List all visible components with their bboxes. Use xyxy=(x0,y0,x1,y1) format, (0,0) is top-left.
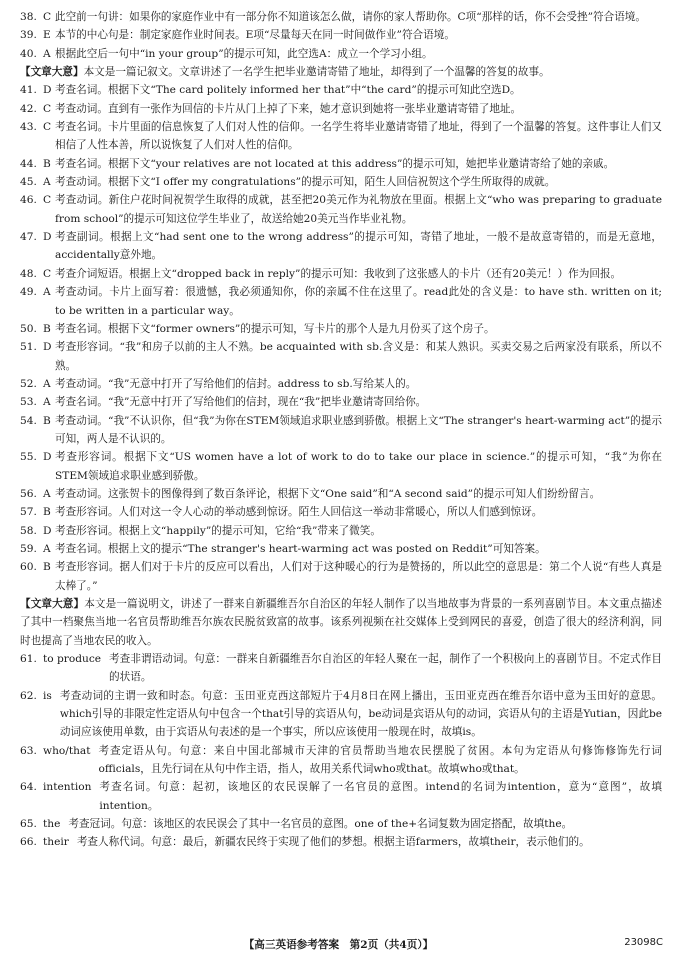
answer-explanation: 考查人称代词。句意：最后，新疆农民终于实现了他们的梦想。根据主语farmers，故填their，表示他们的。 xyxy=(76,836,590,849)
answer-key: A xyxy=(43,286,51,299)
answer-item xyxy=(20,45,662,63)
question-number: 63. xyxy=(20,744,37,757)
question-number: 56. xyxy=(20,487,37,500)
question-number: 48. xyxy=(20,267,37,280)
answer-explanation: 考查名词。根据下文“The card politely informed her that”中“the card”的提示可知此空选D。 xyxy=(55,84,521,97)
answer-key: to produce xyxy=(43,653,102,666)
article-summary xyxy=(20,595,662,650)
answer-explanation: 考查形容词。“我”和房子以前的主人不熟。be acquainted with sb.含义是：和某人熟识。买卖交易之后两家没有联系，所以不熟。 xyxy=(55,341,662,372)
answer-explanation: 考查动词。“我”无意中打开了写给他们的信封。address to sb.写给某人的。 xyxy=(55,377,417,390)
question-number: 58. xyxy=(20,524,37,537)
answer-key: D xyxy=(43,524,52,537)
answer-explanation: 考查形容词。根据下文“US women have a lot of work to do to take our place in science.”的提示可知，“我”为你在STEM领域追求职业感到骄傲。 xyxy=(55,451,662,482)
question-number: 65. xyxy=(20,818,37,831)
answer-explanation: 考查名词。卡片里面的信息恢复了人们对人性的信仰。一名学生将毕业邀请寄错了地址，得到了一个温馨的答复。这件事让人们又相信了人性本善，所以说恢复了人们对人性的信仰。 xyxy=(55,121,662,152)
question-number: 62. xyxy=(20,689,37,702)
answer-explanation: 考查非谓语动词。句意：一群来自新疆维吾尔自治区的年轻人聚在一起，制作了一个积极向上的喜剧节目。不定式作目的状语。 xyxy=(109,653,662,684)
question-number: 45. xyxy=(20,176,37,189)
answer-item xyxy=(20,778,662,815)
answer-explanation: 此空前一句讲：如果你的家庭作业中有一部分你不知道该怎么做，请你的家人帮助你。C项“那样的话，你不会受挫”符合语境。 xyxy=(55,11,646,23)
answer-key: A xyxy=(43,47,51,60)
answer-explanation: 考查形容词。根据上文“happily”的提示可知，它给“我”带来了微笑。 xyxy=(55,524,381,537)
answer-explanation: 考查名词。根据下文“former owners”的提示可知，写卡片的那个人是九月份买了这个房子。 xyxy=(55,322,495,335)
question-number: 64. xyxy=(20,781,37,794)
question-number: 43. xyxy=(20,121,37,134)
article-summary xyxy=(20,63,662,81)
answer-item xyxy=(20,228,662,265)
answer-document xyxy=(20,8,662,852)
question-number: 44. xyxy=(20,157,37,170)
question-number: 54. xyxy=(20,414,37,427)
answer-key: B xyxy=(43,561,51,574)
answer-key: who/that xyxy=(43,744,91,757)
answer-explanation: 考查动词。新住户花时间祝贺学生取得的成就，甚至把20美元作为礼物放在里面。根据上文“who was preparing to graduate from school”的提示可知这位学生毕业了，故送给她20美元当作毕业礼物。 xyxy=(55,194,662,225)
answer-explanation: 考查动词。“我”不认识你，但“我”为你在STEM领域追求职业感到骄傲。根据上文“The stranger's heart-warming act”的提示可知，两人是不认识的。 xyxy=(55,414,662,445)
answer-item xyxy=(20,155,662,173)
answer-item xyxy=(20,173,662,191)
answer-key: B xyxy=(43,157,51,170)
answer-key: B xyxy=(43,322,51,335)
answer-explanation: 考查名词。根据上文的提示“The stranger's heart-warming act was posted on Reddit”可知答案。 xyxy=(55,542,546,555)
question-number: 38. xyxy=(20,11,37,23)
footer-doc-code: 23098C xyxy=(624,937,663,948)
answer-item xyxy=(20,81,662,99)
answer-explanation: 考查介词短语。根据上文“dropped back in reply”的提示可知：我收到了这张感人的卡片（还有20美元！）作为回报。 xyxy=(55,267,622,280)
answer-explanation: 考查定语从句。句意：来自中国北部城市天津的官员帮助当地农民摆脱了贫困。本句为定语从句修饰修饰先行词officials，且先行词在从句中作主语，指人，故用关系代词who或that。故填who或that。 xyxy=(98,744,662,776)
answer-item xyxy=(20,320,662,338)
answer-item xyxy=(20,503,662,521)
answer-item xyxy=(20,375,662,393)
question-number: 41. xyxy=(20,84,37,97)
answer-explanation: 考查动词。这张贺卡的图像得到了数百条评论，根据下文“One said”和“A second said”的提示可知人们纷纷留言。 xyxy=(55,487,601,500)
answer-key: A xyxy=(43,377,51,390)
summary-text: 本文是一篇记叙文。文章讲述了一名学生把毕业邀请寄错了地址，却得到了一个温馨的答复的故事。 xyxy=(83,66,550,79)
answer-explanation: 考查副词。根据上文“had sent one to the wrong address”的提示可知，寄错了地址，一般不是故意寄错的，而是无意地，accidentally意外地。 xyxy=(55,231,662,262)
answer-item xyxy=(20,833,662,851)
summary-tag: 【文章大意】 xyxy=(20,598,85,610)
answer-key: A xyxy=(43,487,51,500)
answer-explanation: 考查冠词。句意：该地区的农民误会了其中一名官员的意图。one of the+名词复数为固定搭配，故填the。 xyxy=(68,818,573,831)
question-number: 52. xyxy=(20,377,37,390)
answer-key: B xyxy=(43,506,51,519)
question-number: 40. xyxy=(20,47,37,60)
answer-explanation: 考查名词。根据下文“your relatives are not located at this address”的提示可知，她把毕业邀请寄给了她的亲戚。 xyxy=(55,157,615,170)
answer-explanation: 考查名词。句意：起初，该地区的农民误解了一名官员的意图。intend的名词为intention，意为“意图”，故填intention。 xyxy=(99,781,662,812)
summary-tag: 【文章大意】 xyxy=(20,66,84,79)
answer-explanation: 考查动词的主谓一致和时态。句意：玉田亚克西这部短片于4月8日在网上播出，玉田亚克西在维吾尔语中意为玉田好的意思。which引导的非限定性定语从句中包含一个that引导的宾语从句，be动词是宾语从句的动词，宾语从句的主语是Yutian，因此be动词应该使用单数，由于宾语从句表述的是一个事实，所以应该使用一般现在时，故填is。 xyxy=(59,689,662,739)
answer-explanation: 本节的中心句是：制定家庭作业时间表。E项“尽量每天在同一时间做作业”符合语境。 xyxy=(55,29,455,42)
answer-key: C xyxy=(43,11,52,23)
question-number: 57. xyxy=(20,506,37,519)
answer-explanation: 考查形容词。据人们对于卡片的反应可以看出，人们对于这种暖心的行为是赞扬的，所以此空的意思是：第二个人说“有些人真是太棒了。” xyxy=(55,561,662,592)
answer-item xyxy=(20,412,662,449)
question-number: 53. xyxy=(20,396,37,409)
answer-explanation: 考查动词。直到有一张作为回信的卡片从门上掉了下来，她才意识到她将一张毕业邀请寄错了地址。 xyxy=(55,102,522,115)
answer-explanation: 考查动词。根据下文“I offer my congratulations”的提示可知，陌生人回信祝贺这个学生所取得的成就。 xyxy=(55,176,556,189)
answer-key: C xyxy=(43,102,52,115)
question-number: 66. xyxy=(20,836,37,849)
answer-key: their xyxy=(43,836,69,849)
question-number: 51. xyxy=(20,341,37,354)
answer-key: C xyxy=(43,194,52,207)
question-number: 55. xyxy=(20,451,37,464)
answer-key: A xyxy=(43,176,51,189)
answer-item xyxy=(20,100,662,118)
answer-item xyxy=(20,540,662,558)
answer-item xyxy=(20,650,662,687)
answer-item xyxy=(20,26,662,44)
answer-key: D xyxy=(43,84,52,97)
answer-key: D xyxy=(43,231,52,244)
question-number: 50. xyxy=(20,322,37,335)
answer-item xyxy=(20,687,662,742)
answer-key: E xyxy=(43,29,51,42)
answer-item xyxy=(20,191,662,228)
answer-item xyxy=(20,393,662,411)
answer-key: the xyxy=(43,818,61,831)
page-footer xyxy=(0,937,677,951)
answer-item xyxy=(20,815,662,833)
answer-item xyxy=(20,742,662,779)
answer-explanation: 考查形容词。人们对这一令人心动的举动感到惊讶。陌生人回信这一举动非常暖心，所以人们感到惊讶。 xyxy=(55,506,543,519)
question-number: 46. xyxy=(20,194,37,207)
answer-item xyxy=(20,265,662,283)
question-number: 61. xyxy=(20,653,37,666)
question-number: 47. xyxy=(20,231,37,244)
question-number: 49. xyxy=(20,286,37,299)
summary-text: 本文是一篇说明文，讲述了一群来自新疆维吾尔自治区的年轻人制作了以当地故事为背景的一系列喜剧节目。本文重点描述了其中一档聚焦当地一名官员帮助维吾尔族农民脱贫致富的故事。该系列视频在社交媒体上受到网民的喜爱，创造了很大的经济利润，同时也提高了当地农民的收入。 xyxy=(20,598,663,647)
answer-key: C xyxy=(43,121,52,134)
question-number: 39. xyxy=(20,29,37,42)
answer-key: A xyxy=(43,396,51,409)
footer-page-label: 【高三英语参考答案 第2页（共4页）】 xyxy=(243,939,434,951)
answer-item xyxy=(20,283,662,320)
answer-key: C xyxy=(43,267,52,280)
question-number: 60. xyxy=(20,561,37,574)
answer-item xyxy=(20,522,662,540)
answer-explanation: 考查名词。“我”无意中打开了写给他们的信封，现在“我”把毕业邀请寄回给你。 xyxy=(55,396,427,409)
answer-item xyxy=(20,338,662,375)
answer-key: B xyxy=(43,414,51,427)
answer-explanation: 考查动词。卡片上面写着：很遗憾，我必须通知你，你的亲属不住在这里了。read此处的含义是：to have sth. written on it; to be written in a particular way。 xyxy=(55,286,662,317)
answer-item xyxy=(20,8,662,26)
answer-key: D xyxy=(43,451,52,464)
answer-item xyxy=(20,558,662,595)
answer-item xyxy=(20,485,662,503)
answer-item xyxy=(20,448,662,485)
answer-key: D xyxy=(43,341,52,354)
answer-key: intention xyxy=(43,781,92,794)
answer-key: is xyxy=(43,689,52,702)
question-number: 59. xyxy=(20,542,37,555)
question-number: 42. xyxy=(20,102,37,115)
answer-item xyxy=(20,118,662,155)
answer-explanation: 根据此空后一句中“in your group”的提示可知，此空选A：成立一个学习小组。 xyxy=(55,47,433,60)
answer-key: A xyxy=(43,542,51,555)
